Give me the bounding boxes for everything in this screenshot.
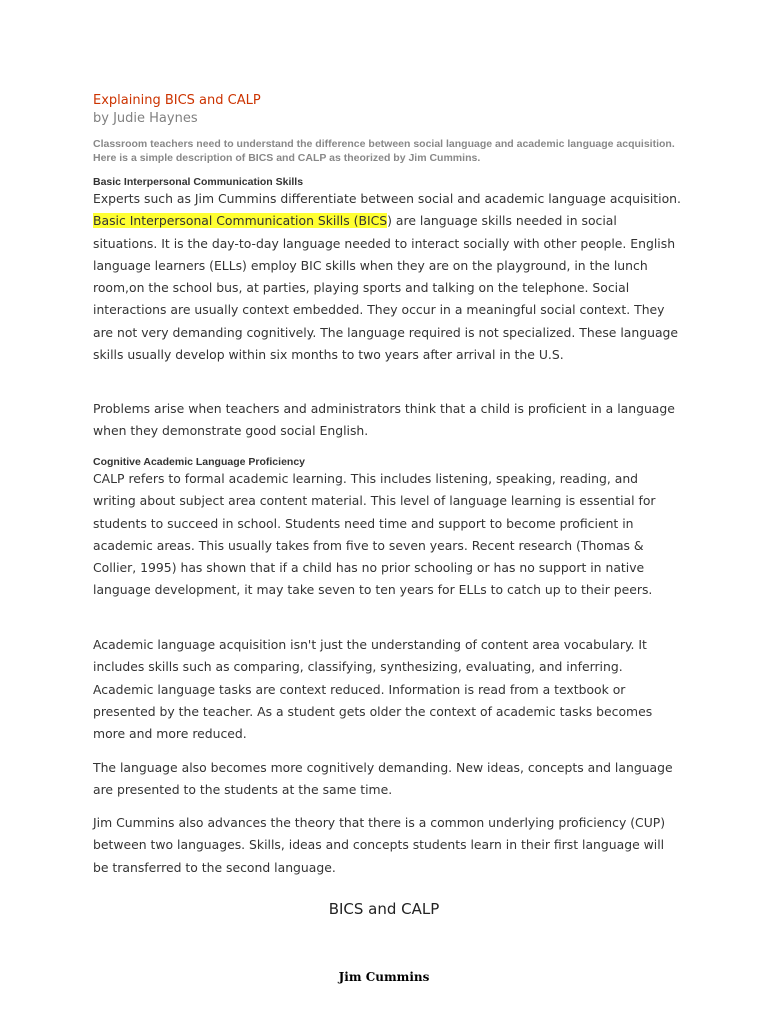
bics-highlight: Basic Interpersonal Communication Skills (BICS: [93, 213, 388, 229]
calp-heading: Cognitive Academic Language Proficiency: [93, 456, 305, 468]
bics-paragraph-1-end: ) are language skills needed in social situations. It is the day-to-day language needed to interact socially with other people. English language learners (ELLs) employ BIC skills when they are on the playground, in the lunch room,on the school bus, at parties, playing sports and talking on the telephone. Social interactions are usually context embedded. They occur in a meaningful social context. They are not very demanding cognitively. The language required is not specialized. These language skills usually develop within six months to two years after arrival in the U.S.: [93, 213, 679, 363]
bics-paragraph-2: Problems arise when teachers and administrators think that a child is proficient in a language when they demonstrate good social English.: [93, 401, 675, 439]
calp-paragraph-3: The language also becomes more cognitively demanding. New ideas, concepts and language are presented to the students at the same time.: [93, 760, 673, 798]
calp-paragraph-2: Academic language acquisition isn't just the understanding of content area vocabulary. It includes skills such as comparing, classifying, synthesizing, evaluating, and inferring. Academic language tasks are context reduced. Information is read from a textbook or presented by the teacher. As a student gets older the context of academic tasks becomes more and more reduced.: [93, 637, 653, 742]
article-byline: by Judie Haynes: [93, 111, 198, 126]
calp-paragraph-4: Jim Cummins also advances the theory that there is a common underlying proficiency (CUP) between two languages. Skills, ideas and concepts students learn in their first language will be transferred to the second language.: [93, 815, 666, 875]
article-title: Explaining BICS and CALP: [93, 93, 261, 108]
article-intro: Classroom teachers need to understand the difference between social language and academic language acquisition. Here is a simple description of BICS and CALP as theorized by Jim Cummins.: [93, 138, 675, 164]
bics-paragraph-1-start: Experts such as Jim Cummins differentiate between social and academic language acquisition.: [93, 191, 681, 206]
author-name: Jim Cummins: [338, 970, 430, 984]
calp-paragraph-1: CALP refers to formal academic learning. This includes listening, speaking, reading, and writing about subject area content material. This level of language learning is essential for students to succeed in school. Students need time and support to become proficient in academic areas. This usually takes from five to seven years. Recent research (Thomas & Collier, 1995) has shown that if a child has no prior schooling or has no support in native language development, it may take seven to ten years for ELLs to catch up to their peers.: [93, 471, 656, 598]
bics-calp-heading: BICS and CALP: [328, 900, 440, 918]
bics-heading: Basic Interpersonal Communication Skills: [93, 176, 304, 188]
bics-paragraph-1: [93, 188, 683, 366]
